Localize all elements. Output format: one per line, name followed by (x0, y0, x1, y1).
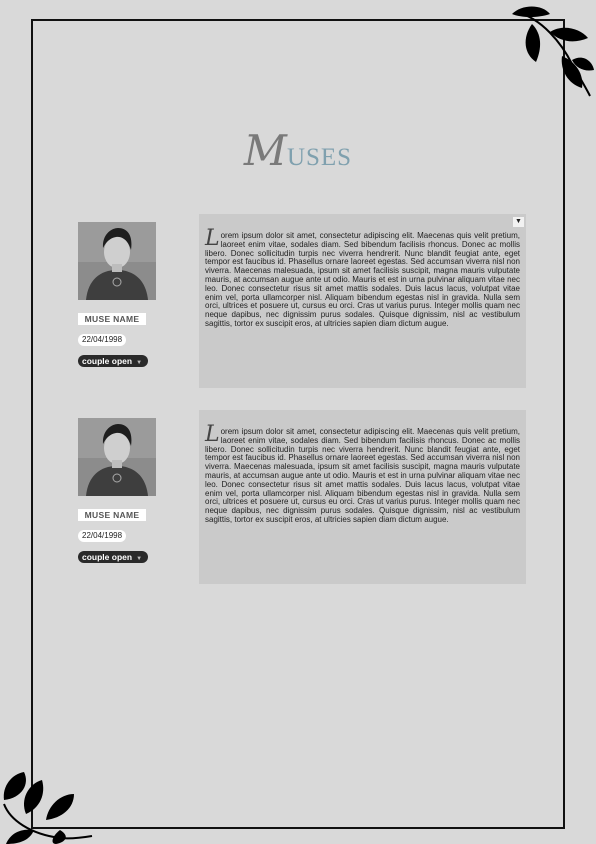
muse-name-label: MUSE NAME (78, 509, 146, 521)
triangle-down-icon[interactable]: ▼ (513, 217, 524, 227)
bio-text (205, 226, 520, 329)
birth-date-badge: 22/04/1998 (78, 334, 126, 346)
muse-name-label: MUSE NAME (78, 313, 146, 325)
leaves-top-right-icon (502, 4, 594, 98)
muse-photo (78, 222, 156, 300)
status-label: couple open (82, 552, 133, 562)
chevron-down-icon: ▼ (136, 556, 143, 562)
title-rest: USES (286, 144, 353, 171)
status-label: couple open (82, 356, 133, 366)
muse-entry (78, 418, 528, 588)
bio-text (205, 422, 520, 525)
muse-entry (78, 218, 528, 392)
drop-cap: L (205, 226, 220, 251)
portrait-image-icon (78, 418, 156, 496)
birth-date-badge: 22/04/1998 (78, 530, 126, 542)
muse-photo (78, 418, 156, 496)
chevron-down-icon: ▼ (136, 360, 143, 366)
bio-panel (199, 214, 526, 388)
page-title (0, 126, 596, 175)
drop-cap: L (205, 422, 220, 447)
status-dropdown[interactable] (78, 551, 148, 563)
leaves-bottom-left-icon (0, 744, 95, 844)
bio-panel (199, 410, 526, 584)
bio-body: orem ipsum dolor sit amet, consectetur adipiscing elit. Maecenas quis velit pretium, laoreet enim vitae, sodales diam. Sed bibendum facilisis rhoncus. Donec ac mollis libero. Donec sollicitudin turpis nec viverra hendrerit. Nunc blandit feugiat ante, eget tempor est faucibus id. Phasellus ornare laoreet egestas. Sed accumsan viverra nisl non viverra. Maecenas malesuada, ipsum sit amet facilisis suscipit, magna mauris vulputate mauris, at accumsan augue ante ut odio. Mauris et est in urna pulvinar aliquam vitae nec leo. Donec consectetur risus sit amet mattis sodales. Duis lacus lacus, volutpat vitae enim vel, porta ullamcorper nisl. Aliquam bibendum egestas nisl in gravida. Nulla sem orci, ultrices et posuere ut, cursus eu orci. Cras ut varius purus. Integer mollis quam nec neque dapibus, nec dignissim purus sodales. Quisque dignissim, nisl ac vestibulum sagittis, tortor ex suscipit eros, at ultricies sapien diam dictum augue. (205, 427, 520, 524)
status-dropdown[interactable] (78, 355, 148, 367)
title-initial: M (243, 126, 287, 175)
portrait-image-icon (78, 222, 156, 300)
bio-body: orem ipsum dolor sit amet, consectetur adipiscing elit. Maecenas quis velit pretium, laoreet enim vitae, sodales diam. Sed bibendum facilisis rhoncus. Donec ac mollis libero. Donec sollicitudin turpis nec viverra hendrerit. Nunc blandit feugiat ante, eget tempor est faucibus id. Phasellus ornare laoreet egestas. Sed accumsan viverra nisl non viverra. Maecenas malesuada, ipsum sit amet facilisis suscipit, magna mauris vulputate mauris, at accumsan augue ante ut odio. Mauris et est in urna pulvinar aliquam vitae nec leo. Donec consectetur risus sit amet mattis sodales. Duis lacus lacus, volutpat vitae enim vel, porta ullamcorper nisl. Aliquam bibendum egestas nisl in gravida. Nulla sem orci, ultrices et posuere ut, cursus eu orci. Cras ut varius purus. Integer mollis quam nec neque dapibus, nec dignissim purus sodales. Quisque dignissim, nisl ac vestibulum sagittis, tortor ex suscipit eros, at ultricies sapien diam dictum augue. (205, 231, 520, 328)
